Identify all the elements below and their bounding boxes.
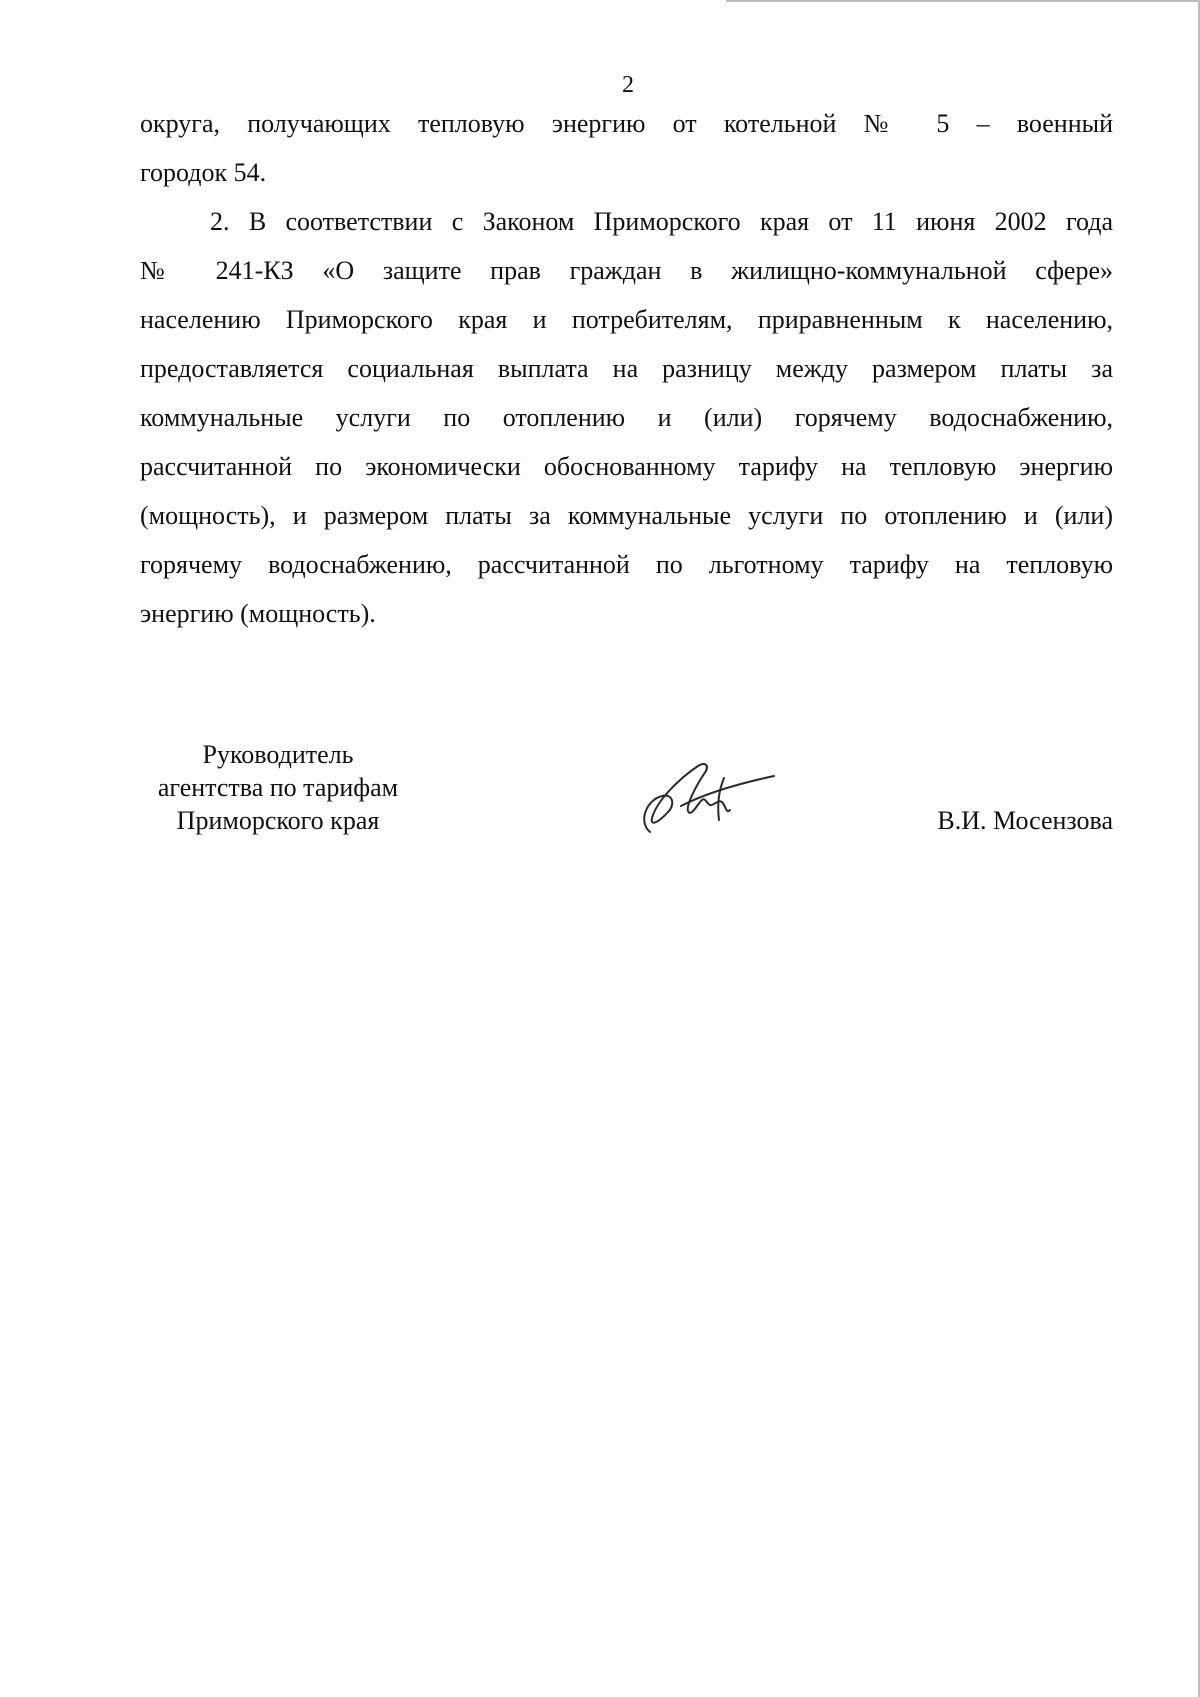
- paragraph-2: [140, 197, 1113, 638]
- paragraph-line: энергию (мощность).: [140, 599, 376, 628]
- signer-title-line: агентства по тарифам: [157, 773, 399, 802]
- paragraph-line: (мощность), и размером платы за коммунальные услуги по отоплению и (или): [140, 501, 1113, 530]
- signer-title-line: Руководитель: [202, 740, 354, 769]
- signer-name: В.И. Мосензова: [937, 806, 1113, 835]
- paragraph-line: № 241-КЗ «О защите прав граждан в жилищно-коммунальной сфере»: [140, 256, 1113, 285]
- paragraph-line: предоставляется социальная выплата на разницу между размером платы за: [140, 354, 1113, 383]
- paragraph-line: округа, получающих тепловую энергию от котельной № 5 – военный: [140, 109, 1113, 138]
- signer-title-block: [130, 738, 426, 837]
- paragraph-1: [140, 99, 1113, 197]
- paragraph-line: рассчитанной по экономически обоснованному тарифу на тепловую энергию: [140, 452, 1113, 481]
- paragraph-line: городок 54.: [140, 158, 267, 187]
- paragraph-line: горячему водоснабжению, рассчитанной по льготному тарифу на тепловую: [140, 550, 1113, 579]
- handwritten-signature: [628, 748, 778, 848]
- page-number: 2: [622, 72, 634, 98]
- paragraph-line: коммунальные услуги по отоплению и (или) горячему водоснабжению,: [140, 403, 1113, 432]
- paragraph-line: населению Приморского края и потребителям, приравненным к населению,: [140, 305, 1113, 334]
- scan-edge-top: [726, 0, 1200, 2]
- signer-title-line: Приморского края: [176, 806, 380, 835]
- paragraph-line: 2. В соответствии с Законом Приморского края от 11 июня 2002 года: [210, 207, 1113, 236]
